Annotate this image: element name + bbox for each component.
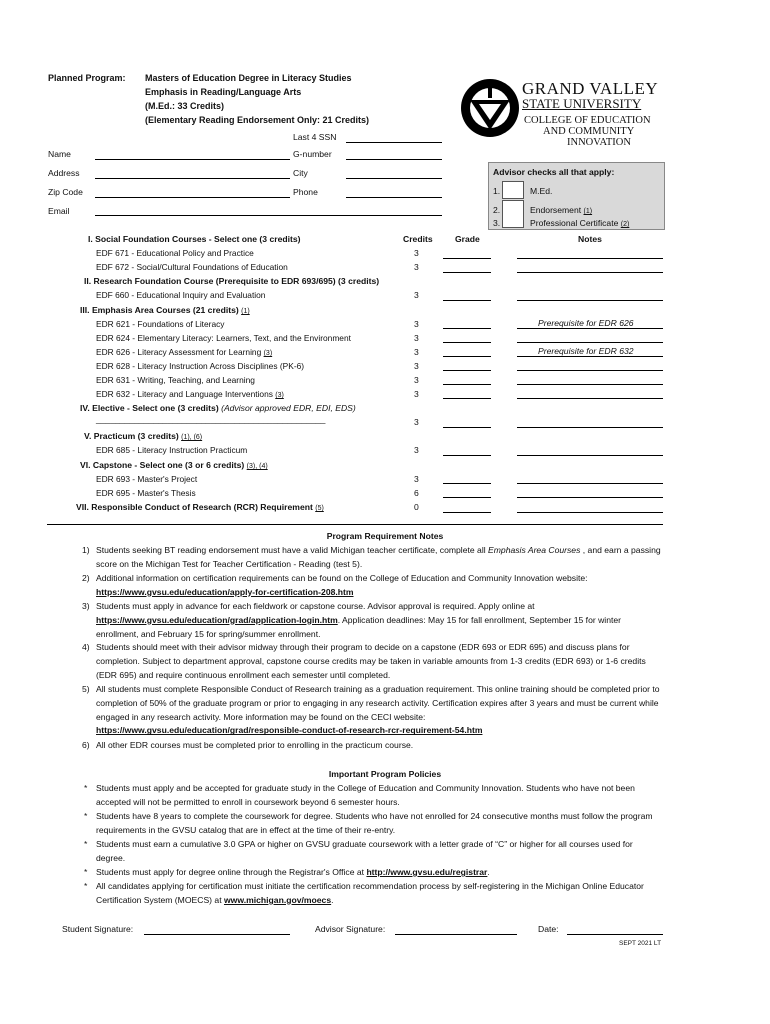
city-label: City	[293, 168, 308, 178]
elective-blank-field[interactable]: ________________________________________________	[96, 414, 326, 424]
grade-field[interactable]	[443, 370, 491, 371]
notes-field[interactable]	[517, 398, 663, 399]
grade-field[interactable]	[443, 483, 491, 484]
program-credits-line: (M.Ed.: 33 Credits)	[145, 101, 225, 111]
gnumber-label: G-number	[293, 149, 332, 159]
section-practicum: V. Practicum (3 credits) (1), (6)	[84, 431, 203, 441]
credits-edr693: 3	[414, 474, 419, 484]
notes-column-header: Notes	[578, 234, 602, 244]
notes-field[interactable]	[517, 455, 663, 456]
notes-field[interactable]	[517, 497, 663, 498]
course-edr632: EDR 632 - Literacy and Language Interventions (3)	[96, 389, 284, 399]
grade-field[interactable]	[443, 384, 491, 385]
course-edr693: EDR 693 - Master's Project	[96, 474, 198, 484]
address-field[interactable]	[95, 178, 290, 179]
course-edf672: EDF 672 - Social/Cultural Foundations of Education	[96, 262, 288, 272]
city-field[interactable]	[346, 178, 442, 179]
grade-field[interactable]	[443, 455, 491, 456]
advisor-opt2-label: Endorsement (1)	[530, 205, 593, 215]
policy-item: * Students must earn a cumulative 3.0 GPA or higher on GVSU graduate coursework with a letter grade of “C” or higher for all courses used for degree.	[84, 839, 633, 863]
date-label: Date:	[538, 924, 559, 934]
advisor-signature-field[interactable]	[395, 934, 517, 935]
course-edr628: EDR 628 - Literacy Instruction Across Disciplines (PK-6)	[96, 361, 305, 371]
advisor-opt1-num: 1.	[493, 186, 501, 196]
address-label: Address	[48, 168, 80, 178]
notes-field[interactable]	[517, 427, 663, 428]
grade-column-header: Grade	[455, 234, 480, 244]
logo-college-line2: AND COMMUNITY	[543, 126, 635, 137]
notes-field[interactable]	[517, 272, 663, 273]
name-label: Name	[48, 149, 71, 159]
credits-edf671: 3	[414, 248, 419, 258]
requirement-note-2: 2) Additional information on certification requirements can be found on the College of Education and Community Innovation website: https://www.gvsu.edu/education/apply-for-certification-208.htm	[82, 573, 588, 597]
date-field[interactable]	[567, 934, 663, 935]
phone-field[interactable]	[346, 197, 442, 198]
section-research-foundation: II. Research Foundation Course (Prerequisite to EDR 693/695) (3 credits)	[84, 276, 380, 286]
planned-program-label: Planned Program:	[48, 73, 126, 83]
credits-edf660: 3	[414, 290, 419, 300]
notes-field[interactable]	[517, 512, 663, 513]
notes-field[interactable]	[517, 258, 663, 259]
section-capstone: VI. Capstone - Select one (3 or 6 credits) (3), (4)	[80, 460, 268, 470]
logo-grand-valley: GRAND VALLEY	[522, 79, 659, 98]
notes-field[interactable]	[517, 483, 663, 484]
credits-edr628: 3	[414, 361, 419, 371]
program-title-line: Masters of Education Degree in Literacy Studies	[145, 73, 352, 83]
med-checkbox[interactable]	[502, 181, 524, 199]
course-edr695: EDR 695 - Master's Thesis	[96, 488, 196, 498]
requirement-note-6: 6) All other EDR courses must be completed prior to enrolling in the practicum course.	[82, 740, 414, 750]
notes-field[interactable]	[517, 300, 663, 301]
requirement-note-3: 3) Students must apply in advance for each fieldwork or capstone course. Advisor approval is required. Apply online at https://www.gvsu.edu/education/grad/application-login.htm. Application deadlines: May 15 for fall enrollment, September 15 for winter enrollment, and February 15 for spring/summer enrollment.	[82, 601, 622, 639]
course-edr626: EDR 626 - Literacy Assessment for Learning (3)	[96, 347, 273, 357]
note-prereq-632: Prerequisite for EDR 632	[538, 346, 634, 356]
policy-item: * Students have 8 years to complete the coursework for degree. Students who have not enrolled for 24 consecutive months must follow the program requirements in the GVSU catalog that are in effect at the time of their re-entry.	[84, 811, 653, 835]
grade-field[interactable]	[443, 398, 491, 399]
grade-field[interactable]	[443, 300, 491, 301]
gvsu-logo-mark	[460, 78, 520, 138]
notes-field[interactable]	[517, 328, 663, 329]
note-prereq-626: Prerequisite for EDR 626	[538, 318, 634, 328]
last4-field[interactable]	[346, 142, 442, 143]
logo-state-university: STATE UNIVERSITY	[522, 96, 642, 111]
registrar-link[interactable]: http://www.gvsu.edu/registrar	[366, 867, 488, 877]
last4-label: Last 4 SSN	[293, 132, 337, 142]
notes-field[interactable]	[517, 342, 663, 343]
section-divider	[47, 524, 663, 525]
section-elective: IV. Elective - Select one (3 credits) (Advisor approved EDR, EDI, EDS)	[80, 403, 356, 413]
logo-college-line1: COLLEGE OF EDUCATION	[524, 115, 651, 126]
program-emphasis-line: Emphasis in Reading/Language Arts	[145, 87, 302, 97]
course-edf671: EDF 671 - Educational Policy and Practice	[96, 248, 254, 258]
advisor-opt3-label: Professional Certificate (2)	[530, 218, 630, 228]
notes-field[interactable]	[517, 370, 663, 371]
endorsement-checkbox[interactable]	[502, 200, 524, 228]
course-edr621: EDR 621 - Foundations of Literacy	[96, 319, 225, 329]
certification-link[interactable]: https://www.gvsu.edu/education/apply-for-certification-208.htm	[96, 586, 354, 597]
advisor-opt1-label: M.Ed.	[530, 186, 553, 196]
student-signature-field[interactable]	[144, 934, 290, 935]
grade-field[interactable]	[443, 512, 491, 513]
credits-edr685: 3	[414, 445, 419, 455]
phone-label: Phone	[293, 187, 318, 197]
credits-elective: 3	[414, 417, 419, 427]
credits-edf672: 3	[414, 262, 419, 272]
grade-field[interactable]	[443, 497, 491, 498]
zip-field[interactable]	[95, 197, 290, 198]
requirement-note-1: 1) Students seeking BT reading endorsement must have a valid Michigan teacher certificate, complete all Emphasis Area Courses , and earn a passing score on the Michigan Test for Teacher Certification - Reading (test 5).	[82, 545, 661, 569]
advisor-check-title: Advisor checks all that apply:	[493, 167, 615, 177]
advisor-signature-label: Advisor Signature:	[315, 924, 386, 934]
grade-field[interactable]	[443, 272, 491, 273]
requirement-note-4: 4) Students should meet with their advisor midway through their program to decide on a capstone (EDR 693 or EDR 695) and discuss plans for completion. Subject to department approval, capstone course credits may be taken in variable amounts from 1-3 credits (EDR 693) or 1-6 credits (EDR 695) and require continuous enrollment each semester until completed.	[82, 642, 646, 680]
course-edr631: EDR 631 - Writing, Teaching, and Learning	[96, 375, 255, 385]
grade-field[interactable]	[443, 342, 491, 343]
advisor-opt2-num: 2.	[493, 205, 501, 215]
notes-field[interactable]	[517, 356, 663, 357]
email-field[interactable]	[95, 215, 442, 216]
grade-field[interactable]	[443, 258, 491, 259]
application-login-link[interactable]: https://www.gvsu.edu/education/grad/application-login.htm	[96, 614, 338, 625]
course-edr685: EDR 685 - Literacy Instruction Practicum	[96, 445, 248, 455]
credits-edr632: 3	[414, 389, 419, 399]
credits-edr626: 3	[414, 347, 419, 357]
policy-item: * Students must apply for degree online through the Registrar's Office at http://www.gvsu.edu/registrar.	[84, 867, 490, 877]
course-edr624: EDR 624 - Elementary Literacy: Learners, Text, and the Environment	[96, 333, 351, 343]
policy-item: * All candidates applying for certification must initiate the certification recommendation process by self-registering in the Michigan Online Educator Certification System (MOECS) at www.michigan.gov/moecs.	[84, 881, 644, 905]
grade-field[interactable]	[443, 427, 491, 428]
course-edf660: EDF 660 - Educational Inquiry and Evaluation	[96, 290, 266, 300]
student-signature-label: Student Signature:	[62, 924, 134, 934]
form-version-code: SEPT 2021 LT	[619, 940, 662, 947]
moecs-link[interactable]: www.michigan.gov/moecs	[223, 894, 332, 905]
grade-field[interactable]	[443, 356, 491, 357]
credits-column-header: Credits	[403, 234, 433, 244]
credits-edr621: 3	[414, 319, 419, 329]
credits-edr631: 3	[414, 375, 419, 385]
credits-edr624: 3	[414, 333, 419, 343]
policy-item: * Students must apply and be accepted for graduate study in the College of Education and Community Innovation. Students who have not been accepted will not be permitted to enroll in coursework beyond 6 semester hours.	[84, 783, 635, 807]
rcr-requirement-link[interactable]: https://www.gvsu.edu/education/grad/responsible-conduct-of-research-rcr-requirement-54.htm	[96, 725, 483, 736]
credits-rcr: 0	[414, 502, 419, 512]
program-endorsement-line: (Elementary Reading Endorsement Only: 21 Credits)	[145, 115, 370, 125]
section-emphasis-area: III. Emphasis Area Courses (21 credits) (1)	[80, 305, 250, 315]
zip-label: Zip Code	[48, 187, 83, 197]
advisor-opt3-num: 3.	[493, 218, 501, 228]
section-social-foundation: I. Social Foundation Courses - Select one (3 credits)	[88, 234, 301, 244]
requirement-note-5: 5) All students must complete Responsible Conduct of Research training as a graduation requirement. This online training should be completed prior to completion of 50% of the graduate program or prior to engaging in any research activity. Certification expires after 3 years and must be current while engaged in any research activity. More information may be found on the CECI website: https://www.gvsu.edu/education/grad/responsible-conduct-of-research-rcr-requirement-54.htm	[82, 684, 660, 736]
requirement-notes-title: Program Requirement Notes	[326, 531, 444, 541]
notes-field[interactable]	[517, 384, 663, 385]
logo-college-line3: INNOVATION	[567, 137, 631, 148]
gnumber-field[interactable]	[346, 159, 442, 160]
section-rcr: VII. Responsible Conduct of Research (RCR) Requirement (5)	[76, 502, 324, 512]
email-label: Email	[48, 206, 70, 216]
grade-field[interactable]	[443, 328, 491, 329]
name-field[interactable]	[95, 159, 290, 160]
policies-title: Important Program Policies	[328, 769, 442, 779]
credits-edr695: 6	[414, 488, 419, 498]
